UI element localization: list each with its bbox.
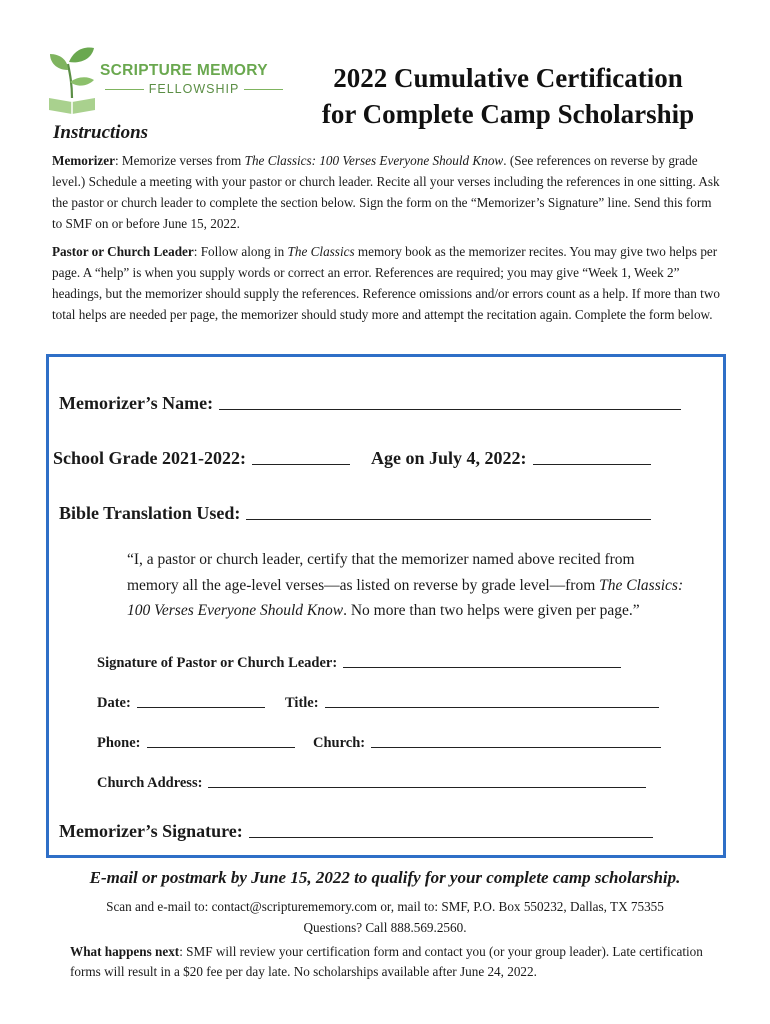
phone-label: Phone:: [97, 735, 141, 751]
memorizer-name-label: Memorizer’s Name:: [59, 393, 214, 413]
title-line[interactable]: [325, 706, 659, 708]
quote-text-2: . No more than two helps were given per page.”: [343, 602, 640, 619]
leader-book-title: The Classics: [287, 244, 355, 259]
church-address-field[interactable]: [97, 775, 646, 792]
memorizer-signature-field[interactable]: [59, 821, 653, 842]
logo-line-2-text: FELLOWSHIP: [148, 82, 240, 96]
age-line[interactable]: [533, 463, 651, 465]
leader-signature-line[interactable]: [343, 666, 621, 668]
date-field[interactable]: [97, 695, 265, 712]
church-address-label: Church Address:: [97, 775, 203, 791]
date-line[interactable]: [137, 706, 265, 708]
church-line[interactable]: [371, 746, 661, 748]
leader-text-1: : Follow along in: [193, 244, 288, 259]
logo-rule-right: [244, 89, 283, 90]
age-field[interactable]: [371, 448, 651, 469]
certification-form: [46, 354, 726, 858]
title-field[interactable]: [285, 695, 659, 712]
certification-statement: [127, 547, 687, 624]
memorizer-book-title: The Classics: 100 Verses Everyone Should Know: [244, 153, 504, 168]
church-field[interactable]: [313, 735, 661, 752]
next-label: What happens next: [70, 944, 180, 959]
contact-info: [0, 896, 770, 938]
what-happens-next: [70, 942, 710, 982]
memorizer-text-1: : Memorize verses from: [114, 153, 245, 168]
sprout-book-icon: [46, 40, 98, 116]
school-grade-field[interactable]: [53, 448, 350, 469]
contact-line-1: Scan and e-mail to: contact@scripturememory.com or, mail to: SMF, P.O. Box 550232, Dallas, TX 75355: [106, 899, 664, 914]
logo-rule-left: [105, 89, 144, 90]
title-line-1: 2022 Cumulative Certification: [333, 63, 683, 93]
memorizer-label: Memorizer: [52, 153, 115, 168]
title-label: Title:: [285, 695, 319, 711]
school-grade-label: School Grade 2021-2022:: [53, 448, 246, 468]
logo-line-1: SCRIPTURE MEMORY: [100, 62, 268, 79]
smf-logo: [46, 40, 296, 116]
leader-signature-label: Signature of Pastor or Church Leader:: [97, 655, 338, 671]
memorizer-instructions: [52, 150, 722, 234]
date-label: Date:: [97, 695, 131, 711]
school-grade-line[interactable]: [252, 463, 350, 465]
quote-text-1: “I, a pastor or church leader, certify that the memorizer named above recited from memory all the age-level verses—as listed on reverse by grade level—from: [127, 551, 635, 594]
title-line-2: for Complete Camp Scholarship: [321, 99, 695, 129]
leader-instructions: [52, 241, 722, 325]
phone-field[interactable]: [97, 735, 295, 752]
memorizer-text-2: . (See references on reverse by grade level.) Schedule a meeting with your pastor or church leader. Recite all your verses including the references in one sitting. Ask the pastor or church leader to complete the section below. Sign the form on the “Memorizer’s Signature” line. Send this form to SMF on or before June 15, 2022.: [52, 153, 720, 231]
memorizer-signature-label: Memorizer’s Signature:: [59, 821, 243, 841]
leader-text-2: memory book as the memorizer recites. You may give two helps per page. A “help” is when you supply words or correct an error. References are required; you may give “Week 1, Week 2” headings, but the memorizer should supply the references. Reference omissions and/or errors count as a help. If more than two total helps are needed per page, the memorizer should study more and attempt the recitation again. Complete the form below.: [52, 244, 720, 322]
next-text: : SMF will review your certification form and contact you (or your group leader). Late certification forms will result in a $20 fee per day late. No scholarships available after June 24, 2022.: [70, 944, 703, 979]
age-label: Age on July 4, 2022:: [371, 448, 527, 468]
memorizer-name-line[interactable]: [219, 408, 681, 410]
logo-line-2: [100, 82, 288, 96]
leader-label: Pastor or Church Leader: [52, 244, 194, 259]
bible-translation-field[interactable]: [59, 503, 651, 524]
instructions-heading: Instructions: [53, 122, 149, 143]
bible-translation-line[interactable]: [246, 518, 651, 520]
phone-line[interactable]: [147, 746, 295, 748]
church-address-line[interactable]: [208, 786, 646, 788]
bible-translation-label: Bible Translation Used:: [59, 503, 241, 523]
church-label: Church:: [313, 735, 366, 751]
quote-book-title: The Classics: 100 Verses Everyone Should Know: [127, 576, 684, 619]
memorizer-signature-line[interactable]: [249, 836, 653, 838]
deadline-notice: E-mail or postmark by June 15, 2022 to qualify for your complete camp scholarship.: [89, 868, 681, 887]
contact-line-2: Questions? Call 888.569.2560.: [303, 920, 467, 935]
memorizer-name-field[interactable]: [59, 393, 681, 414]
leader-signature-field[interactable]: [97, 655, 621, 672]
page-title: [298, 60, 718, 132]
